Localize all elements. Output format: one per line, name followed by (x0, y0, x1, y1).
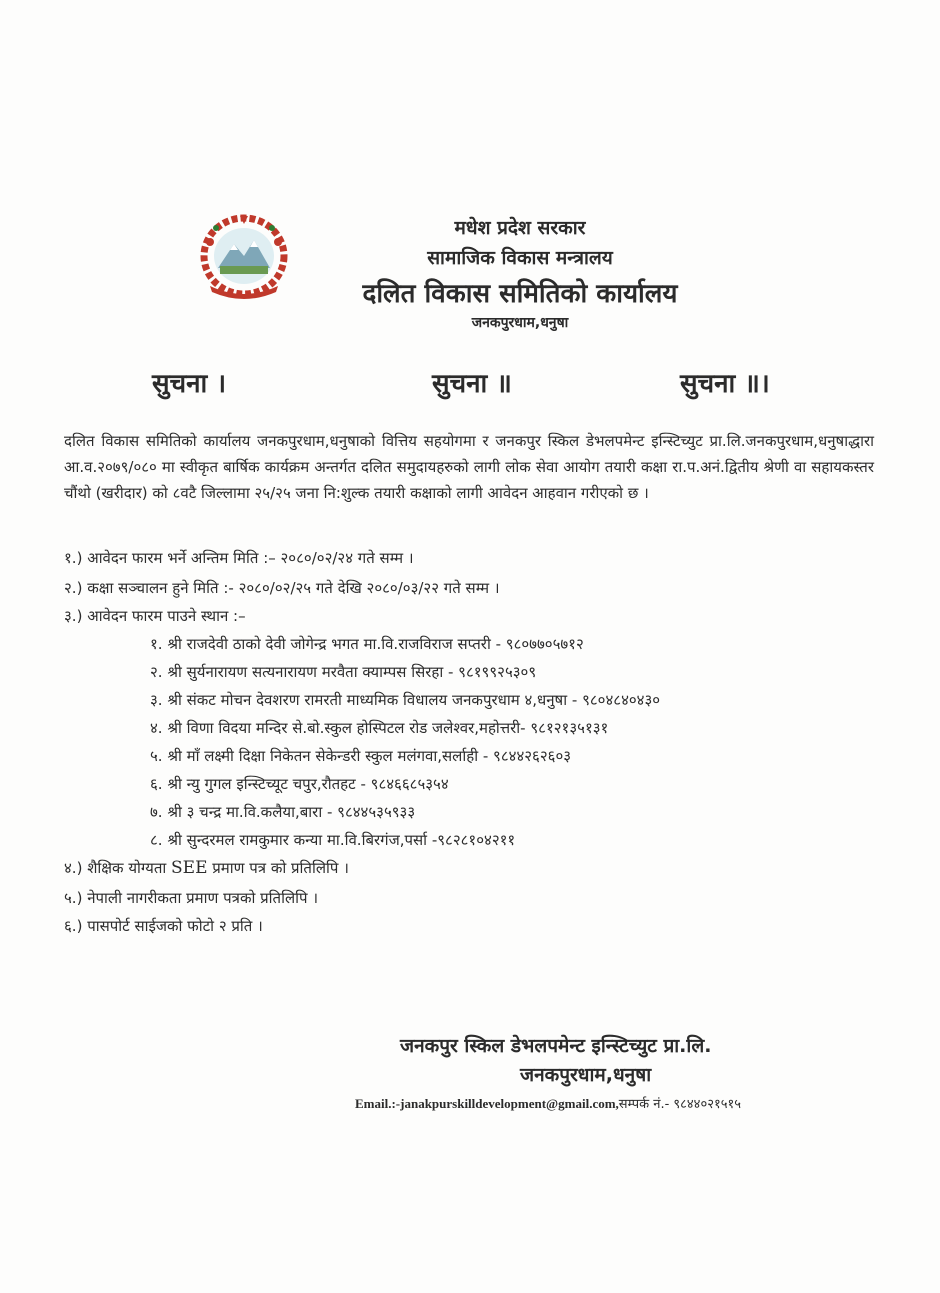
contact-number: सम्पर्क नं.- ९८४४०२१५१५ (618, 1097, 742, 1112)
item-citizenship: ५.) नेपाली नागरीकता प्रमाण पत्रको प्रतिलिपि । (64, 889, 319, 907)
item-deadline: १.) आवेदन फारम भर्ने अन्तिम मिति :– २०८०/०२/२४ गते सम्म । (64, 549, 414, 567)
signature-place: जनकपुरधाम,धनुषा (520, 1064, 652, 1086)
location-item: ८. श्री सुन्दरमल रामकुमार कन्या मा.वि.बिरगंज,पर्सा -९८२८१०४२११ (150, 831, 516, 849)
location-item: ४. श्री विणा विदया मन्दिर से.बो.स्कुल होस्पिटल रोड जलेश्वर,महोत्तरी- ९८१२१३५१३१ (150, 719, 609, 737)
location-item: ३. श्री संकट मोचन देवशरण रामरती माध्यमिक विधालय जनकपुरधाम ४,धनुषा - ९८०४८४०४३० (150, 691, 661, 709)
item-qualification-prefix: ४.) शैक्षिक योग्यता (64, 859, 172, 877)
signature-organization: जनकपुर स्किल डेभलपमेन्ट इन्स्टिच्युट प्रा.लि. (400, 1035, 712, 1057)
header-office: दलित विकास समितिको कार्यालय (362, 279, 678, 309)
location-item: ५. श्री माँ लक्ष्मी दिक्षा निकेतन सेकेन्डरी स्कुल मलंगवा,सर्लाही - ९८४४२६२६०३ (150, 747, 572, 765)
item-qualification (64, 858, 349, 878)
location-item: ७. श्री ३ चन्द्र मा.वि.कलैया,बारा - ९८४४५३५९३३ (150, 803, 416, 821)
see-label: SEE (171, 858, 208, 878)
header-state-government: मधेश प्रदेश सरकार (454, 217, 586, 239)
location-item: ६. श्री न्यु गुगल इन्स्टिच्यूट चपुर,रौतहट - ९८४६६८५३५४ (150, 775, 449, 793)
item-class-dates: २.) कक्षा सञ्चालन हुने मिति :- २०८०/०२/२५ गते देखि २०८०/०३/२२ गते सम्म । (64, 579, 500, 597)
notice-heading-3: सुचना ॥। (680, 369, 770, 399)
location-item: २. श्री सुर्यनारायण सत्यनारायण मरवैता क्याम्पस सिरहा - ९८१९९२५३०९ (150, 663, 537, 681)
item-form-locations: ३.) आवेदन फारम पाउने स्थान :– (64, 607, 246, 625)
nepal-government-emblem-icon (196, 212, 292, 300)
location-item: १. श्री राजदेवी ठाको देवी जोगेन्द्र भगत मा.वि.राजविराज सप्तरी - ९८०७७०५७१२ (150, 635, 584, 653)
item-qualification-suffix: प्रमाण पत्र को प्रतिलिपि । (207, 859, 349, 877)
email-address: Email.:-janakpurskilldevelopment@gmail.com, (355, 1096, 619, 1111)
item-photo: ६.) पासपोर्ट साईजको फोटो २ प्रति । (64, 917, 263, 935)
intro-paragraph: दलित विकास समितिको कार्यालय जनकपुरधाम,धनुषाको वित्तिय सहयोगमा र जनकपुर स्किल डेभलपमेन्ट इन्स्टिच्युट प्रा.लि.जनकपुरधाम,धनुषाद्धारा आ.व.२०७९/०८० मा स्वीकृत बार्षिक कार्यक्रम अन्तर्गत दलित समुदायहरुको लागी लोक सेवा आयोग तयारी कक्षा रा.प.अनं.द्वितीय श्रेणी वा सहायकस्तर चौंथो (खरीदार) को ८वटै जिल्लामा २५/२५ जना नि:शुल्क तयारी कक्षाको लागी आवेदन आहवान गरीएको छ । (64, 432, 874, 502)
header-ministry: सामाजिक विकास मन्त्रालय (427, 247, 613, 269)
header-location: जनकपुरधाम,धनुषा (471, 315, 569, 331)
notice-heading-1: सुचना । (152, 369, 227, 399)
notice-heading-2: सुचना ॥ (432, 369, 512, 399)
contact-line (355, 1094, 741, 1112)
